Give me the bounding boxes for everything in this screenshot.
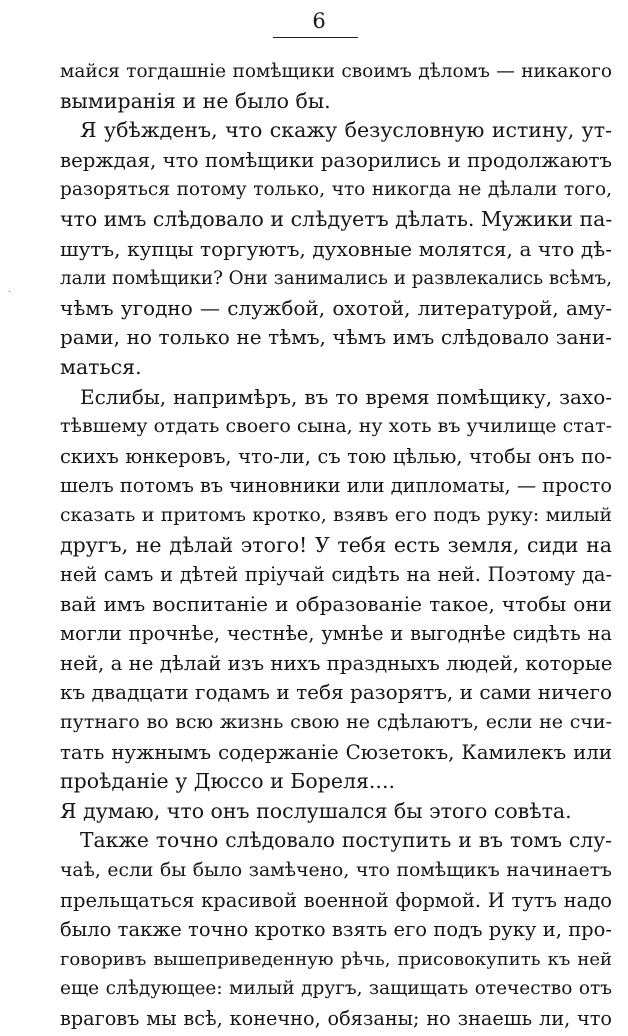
text-line: что имъ слѣдовало и слѣдуетъ дѣлать. Мужики па- [60, 206, 612, 231]
text-line: путнаго во всю жизнь свою не сдѣлаютъ, если не счи- [60, 711, 612, 734]
text-line: тать нужнымъ содержаніе Сюзетокъ, Камилекъ или [60, 740, 612, 764]
text-line: шутъ, купцы торгуютъ, духовные молятся, а что дѣ- [60, 236, 612, 261]
text-line: другъ, не дѣлай этого! У тебя есть земля, сиди на [60, 532, 612, 557]
margin-mark: · [8, 287, 12, 298]
text-line: тѣвшему отдать своего сына, ну хоть въ училище стат- [60, 415, 612, 438]
text-line: сказать и притомъ кротко, взявъ его подъ руку: милый [60, 504, 612, 526]
text-line: было также точно кротко взять его подъ руку и, про- [60, 918, 612, 942]
text-line: Я убѣжденъ, что скажу безусловную истину, ут- [80, 118, 612, 143]
text-line: чаѣ, если бы было замѣчено, что помѣщикъ начинаетъ [60, 860, 612, 882]
text-line: рами, но только не тѣмъ, чѣмъ имъ слѣдовало зани- [60, 325, 612, 350]
text-line: проѣданіе у Дюссо и Бореля.... [60, 769, 395, 794]
text-line: къ двадцати годамъ и тебя разорятъ, и сами ничего [60, 680, 612, 705]
text-line: лали помѣщики? Они занимались и развлекались всѣмъ, [60, 268, 612, 290]
text-line: враговъ мы всѣ, конечно, обязаны; но знаешь ли, что [60, 1007, 612, 1030]
text-line: Я думаю, что онъ послушался бы этого совѣта. [60, 798, 572, 823]
text-line: могли прочнѣе, честнѣе, умнѣе и выгоднѣе сидѣть на [60, 622, 612, 646]
text-line: Также точно слѣдовало поступить и въ томъ слу- [80, 828, 612, 853]
text-line: вымиранія и не было бы. [60, 88, 331, 113]
text-line: вай имъ воспитаніе и образованіе такое, чтобы они [60, 591, 612, 616]
text-line: прельщаться красивой военной формой. И тутъ надо [60, 888, 612, 912]
text-line: майся тогдашніе помѣщики своимъ дѣломъ — никакого [60, 61, 612, 82]
text-line: еще слѣдующее: милый другъ, защищать отечество отъ [60, 978, 612, 1000]
text-line: скихъ юнкеровъ, что-ли, съ тою цѣлью, чтобы онъ по- [60, 444, 612, 468]
text-line: чѣмъ угодно — службой, охотой, литературой, аму- [60, 295, 612, 320]
text-line: ней самъ и дѣтей пріучай сидѣть на ней. Поэтому да- [60, 563, 612, 587]
text-line: разоряться потому только, что никогда не дѣлали того, [60, 179, 612, 201]
text-line: маться. [60, 354, 142, 379]
text-line: верждая, что помѣщики разорились и продолжаютъ [60, 148, 612, 172]
text-line: ней, а не дѣлай изъ нихъ праздныхъ людей, которые [60, 651, 612, 675]
page-number: 6 [312, 9, 326, 33]
text-line: говоривъ вышеприведенную рѣчь, присовокупить къ ней [60, 948, 612, 970]
text-line: Еслибы, напримѣръ, въ то время помѣщику, захо- [80, 384, 612, 409]
header-rule [273, 37, 358, 38]
body-text [60, 57, 612, 1034]
text-line: шелъ потомъ въ чиновники или дипломаты, — просто [60, 474, 612, 498]
